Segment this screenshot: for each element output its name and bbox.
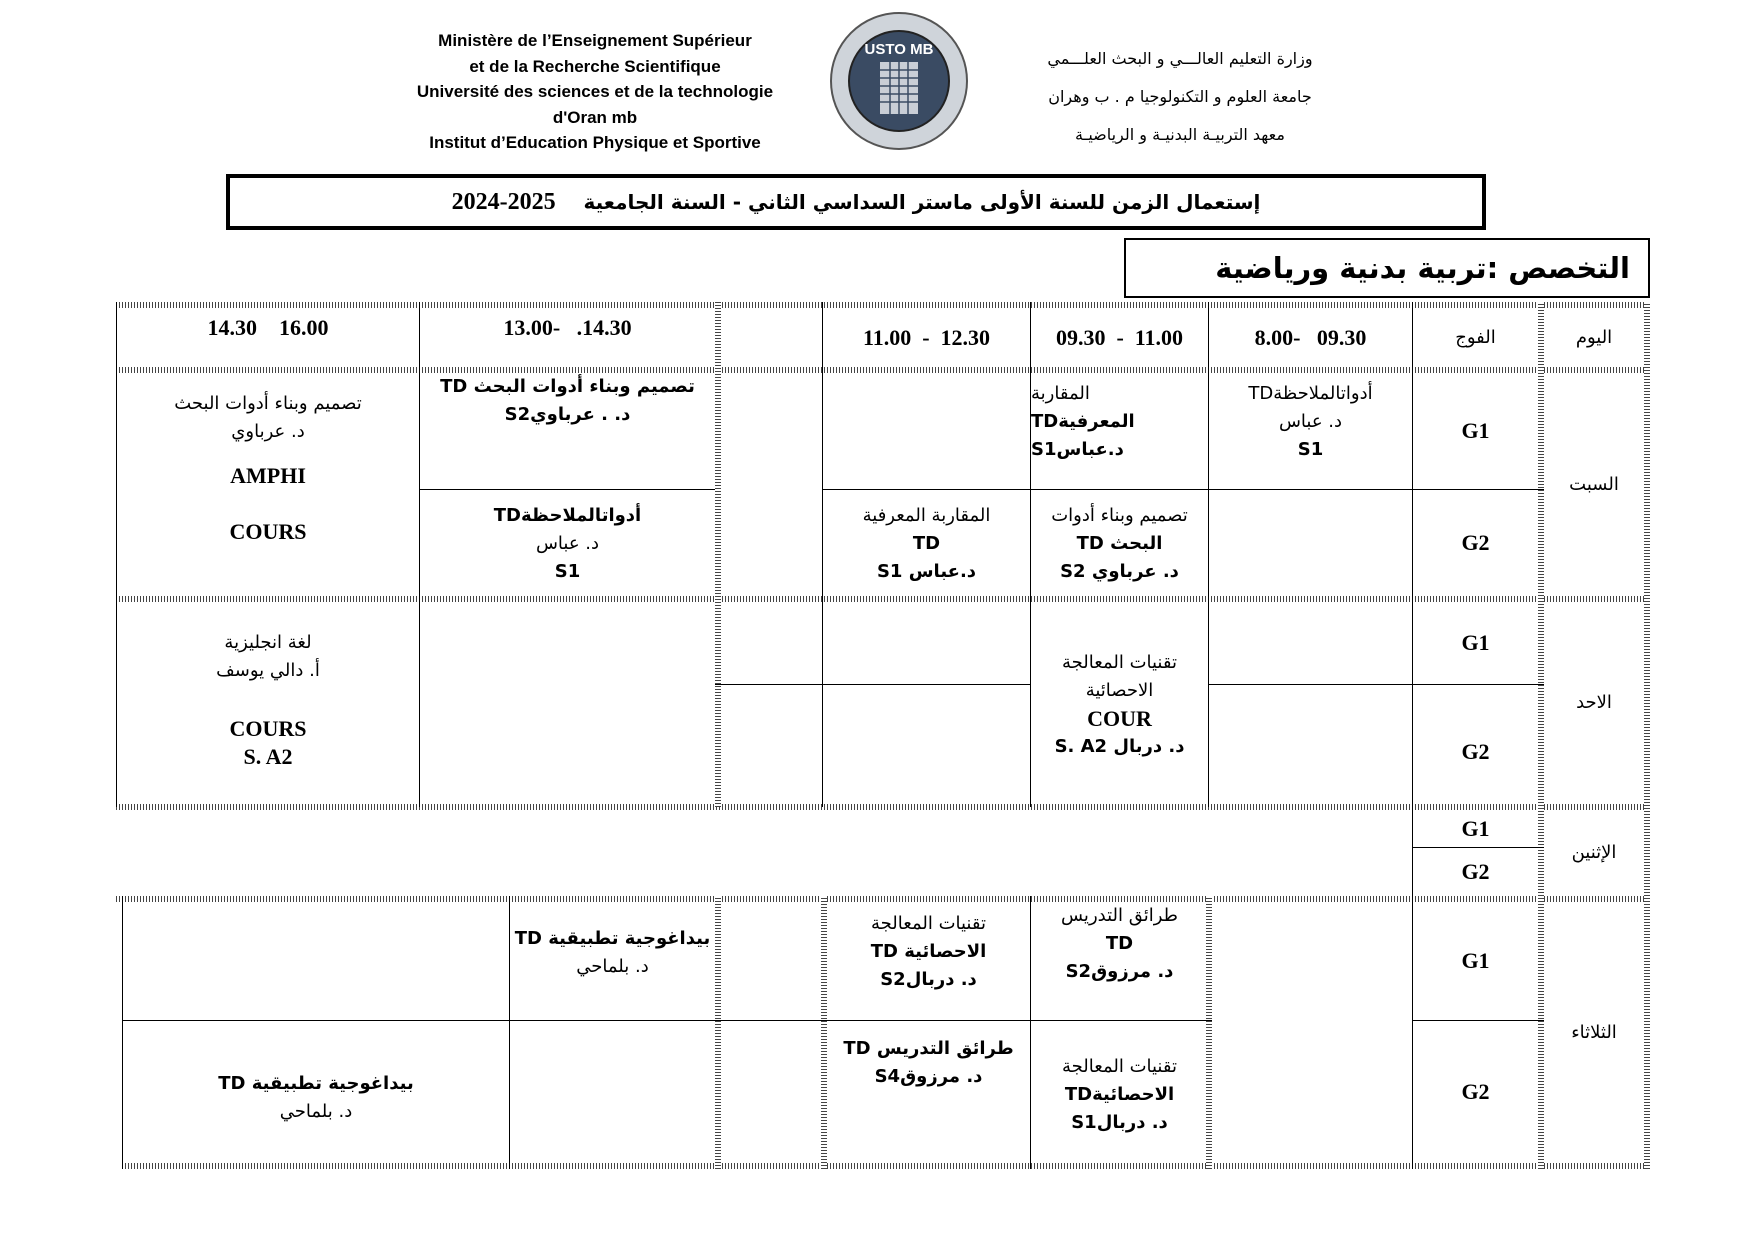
- sat-g1-slot1: أدواتالملاحظةTD د. عباس S1: [1248, 383, 1373, 460]
- day-saturday: السبت: [1569, 473, 1619, 495]
- header-time-1: 8.00- 09.30: [1254, 324, 1367, 350]
- group-g2-mon: G2: [1461, 859, 1490, 884]
- title-main: إستعمال الزمن للسنة الأولى ماستر السداسي الثاني - السنة الجامعية: [583, 190, 1261, 214]
- sat-g2-slot3: المقاربة المعرفية TD د.عباس S1: [862, 505, 991, 582]
- group-g2-sat: G2: [1461, 530, 1490, 555]
- header-time-3: 11.00 - 12.30: [862, 324, 991, 350]
- day-sunday: الاحد: [1576, 692, 1612, 713]
- header-time-2: 09.30 - 11.00: [1055, 324, 1184, 350]
- fr-line-1: Ministère de l’Enseignement Supérieur: [438, 31, 752, 50]
- sat-g1-slot5: تصميم وبناء أدوات البحث TD د. . عرباويS2: [440, 376, 695, 425]
- tue-g2-slot6: بيداغوجية تطبيقية TD د. بلماحي: [218, 1072, 414, 1122]
- title-year: 2024-2025: [451, 189, 556, 215]
- tue-g1-slot3: تقنيات المعالجة الاحصائية TD د. دربالS2: [870, 913, 987, 990]
- day-monday: الإثنين: [1571, 842, 1617, 863]
- group-g1-sun: G1: [1461, 630, 1490, 655]
- header-time-6: 14.30 16.00: [207, 315, 329, 340]
- tue-g2-slot3: طرائق التدريس TD د. مرزوقS4: [843, 1038, 1014, 1087]
- fr-line-2: et de la Recherche Scientifique: [469, 56, 721, 76]
- fr-line-3: Université des sciences et de la technologie: [416, 82, 774, 101]
- sat-slot6-amphi: تصميم وبناء أدوات البحث د. عرباوي AMPHI COURS: [174, 393, 362, 544]
- header-time-5: 13.00- .14.30: [503, 315, 632, 340]
- specialty-box: [1124, 238, 1650, 298]
- ar-line-2: جامعة العلوم و التكنولوجيا م . ب وهران: [1048, 87, 1312, 106]
- fr-line-5: Institut d’Education Physique et Sportive: [429, 133, 761, 152]
- group-g2-tue: G2: [1461, 1079, 1490, 1104]
- header-arabic: [990, 40, 1370, 154]
- sat-g2-slot2: تصميم وبناء أدوات البحث TD د. عرباوي S2: [1051, 505, 1188, 582]
- sat-g1-slot2: المقاربة المعرفيةTD د.عباسS1: [1031, 383, 1135, 460]
- logo-text: USTO MB: [864, 41, 934, 58]
- fr-line-4: d'Oran mb: [552, 107, 638, 127]
- tue-g1-slot5: بيداغوجية تطبيقية TD د. بلماحي: [514, 928, 711, 977]
- ar-line-3: معهد التربيـة البدنيـة و الرياضيـة: [1075, 125, 1285, 144]
- ar-line-1: وزارة التعليم العالـــي و البحث العلـــمي: [1047, 49, 1313, 68]
- sun-slot6-english: لغة انجليزية أ. دالي يوسف COURS S. A2: [216, 632, 320, 769]
- sun-slot2-cour: تقنيات المعالجة الاحصائية COUR د. دربال S. A2: [1054, 652, 1185, 757]
- header-french: [395, 28, 795, 156]
- university-logo: [828, 10, 970, 152]
- header-group: الفوج: [1455, 326, 1496, 348]
- group-g2-sun: G2: [1461, 739, 1490, 764]
- tue-g1-slot2: طرائق التدريس TD د. مرزوقS2: [1060, 905, 1179, 982]
- header-day: اليوم: [1575, 326, 1613, 348]
- group-g1-sat: G1: [1461, 418, 1490, 443]
- group-g1-mon: G1: [1461, 815, 1490, 841]
- schedule-title: [226, 174, 1486, 230]
- sat-g2-slot5: أدواتالملاحظةTD د. عباس S1: [493, 505, 642, 582]
- specialty-label: التخصص :تربية بدنية ورياضية: [1215, 251, 1630, 285]
- group-g1-tue: G1: [1461, 948, 1490, 973]
- day-tuesday: الثلاثاء: [1571, 1021, 1617, 1043]
- tue-g2-slot2: تقنيات المعالجة الاحصائيةTD د. دربالS1: [1062, 1056, 1177, 1133]
